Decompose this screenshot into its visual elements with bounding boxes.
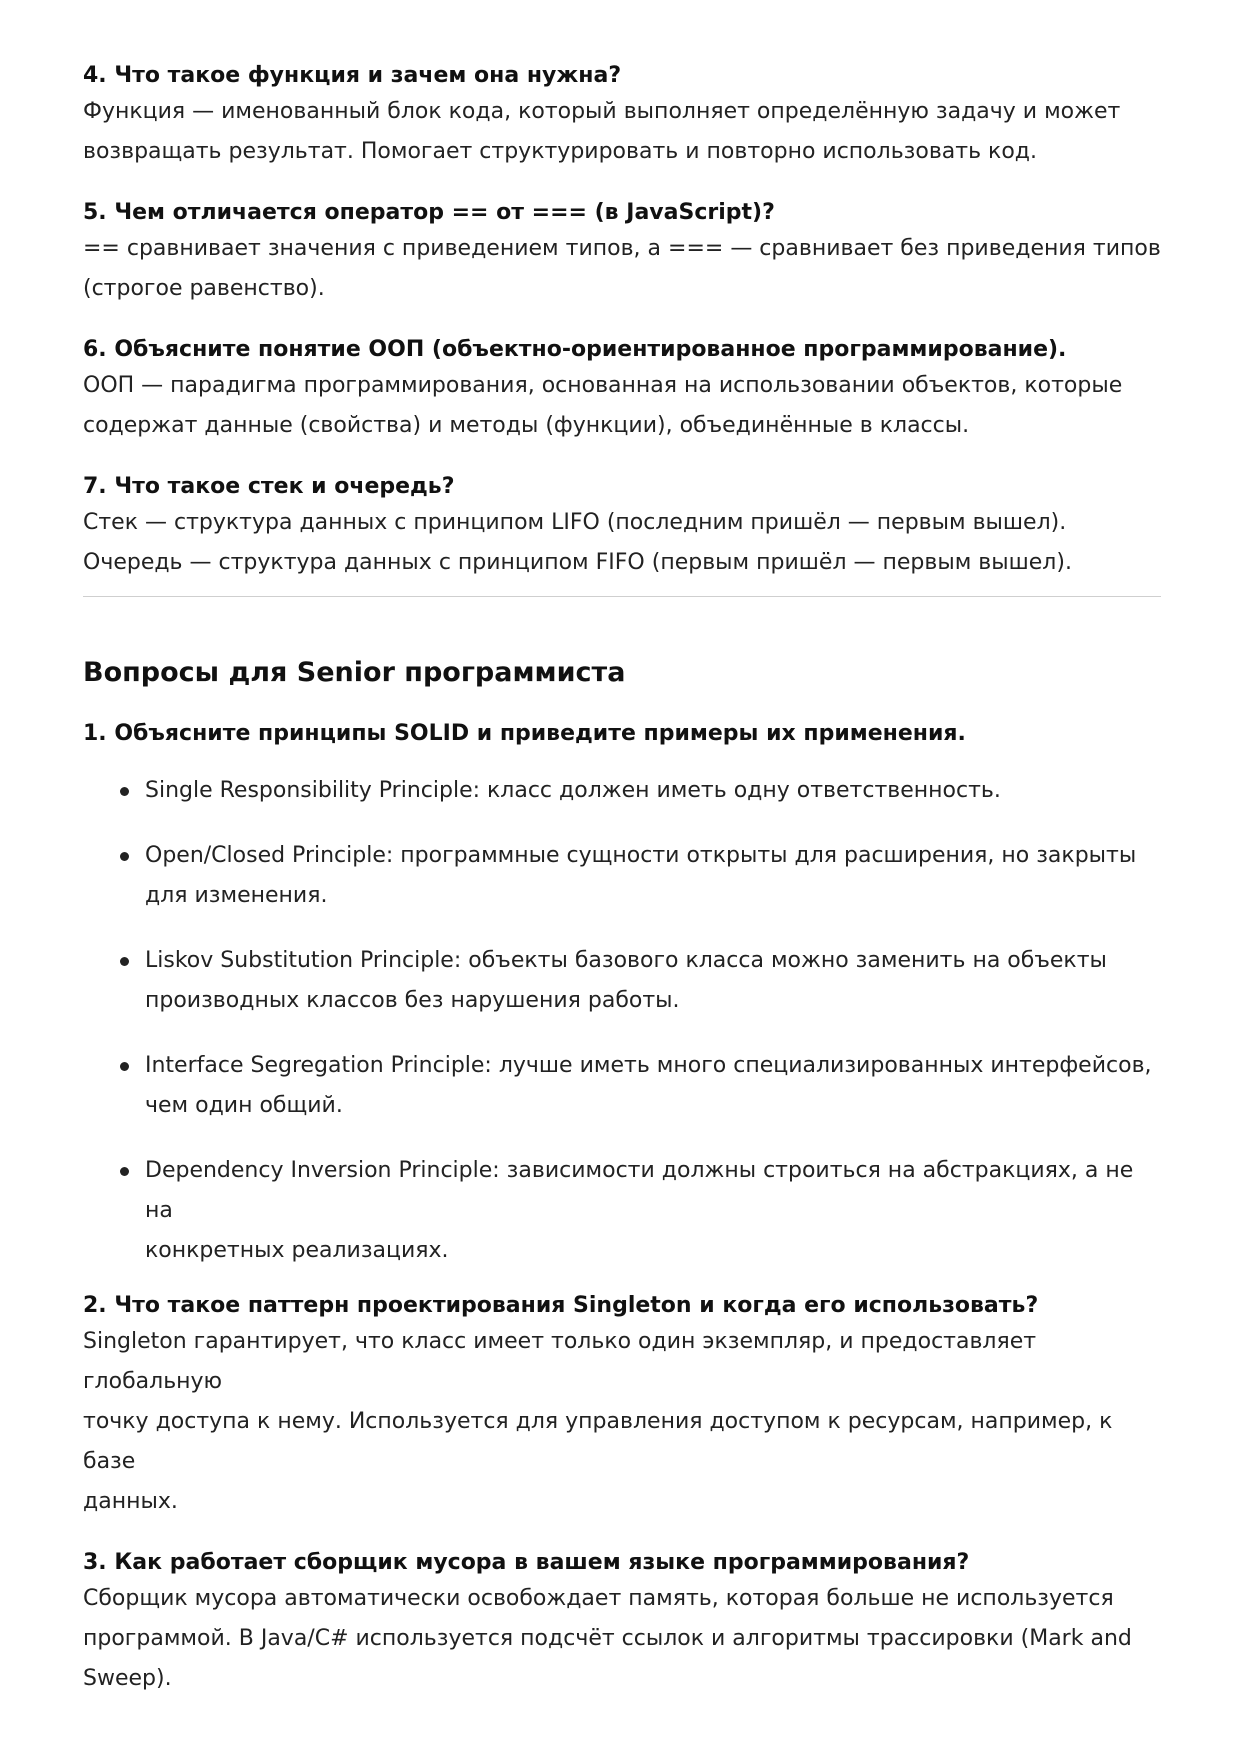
answer-line: Очередь — структура данных с принципом FIFO (первым пришёл — первым вышел).: [83, 550, 1072, 575]
qa-garbage-collector: [83, 1547, 1161, 1699]
bullet-icon: [120, 1167, 129, 1176]
bullet-icon: [120, 852, 129, 861]
answer-line: Sweep).: [83, 1666, 172, 1691]
answer-line: ООП — парадигма программирования, основанная на использовании объектов, которые: [83, 373, 1123, 398]
answer-text: [83, 366, 1161, 446]
list-item: [145, 1151, 1161, 1271]
list-item-line: чем один общий.: [145, 1093, 343, 1118]
answer-line: данных.: [83, 1489, 178, 1514]
list-item: [145, 1046, 1161, 1126]
question-heading: 2. Что такое паттерн проектирования Singleton и когда его использовать?: [83, 1293, 1039, 1318]
question-heading: 4. Что такое функция и зачем она нужна?: [83, 63, 622, 88]
answer-line: (строгое равенство).: [83, 276, 325, 301]
answer-text: [83, 503, 1161, 583]
list-item-line: конкретных реализациях.: [145, 1238, 449, 1263]
list-item-line: производных классов без нарушения работы.: [145, 988, 680, 1013]
qa-stack-queue: [83, 471, 1161, 583]
question-heading: 3. Как работает сборщик мусора в вашем языке программирования?: [83, 1550, 970, 1575]
question-heading: 7. Что такое стек и очередь?: [83, 474, 455, 499]
answer-text: [83, 229, 1161, 309]
answer-line: содержат данные (свойства) и методы (функции), объединённые в классы.: [83, 413, 970, 438]
answer-text: [83, 92, 1161, 172]
answer-line: == сравнивает значения с приведением типов, а === — сравнивает без приведения типов: [83, 236, 1161, 261]
list-item: [145, 941, 1161, 1021]
bullet-icon: [120, 787, 129, 796]
list-item-line: Single Responsibility Principle: класс должен иметь одну ответственность.: [145, 778, 1001, 803]
qa-function: [83, 60, 1161, 172]
list-item-line: Liskov Substitution Principle: объекты базового класса можно заменить на объекты: [145, 948, 1107, 973]
section-divider: [83, 596, 1161, 597]
solid-principles-list: [83, 771, 1161, 1271]
list-item-line: Interface Segregation Principle: лучше иметь много специализированных интерфейсов,: [145, 1053, 1152, 1078]
answer-line: Сборщик мусора автоматически освобождает память, которая больше не используется: [83, 1586, 1114, 1611]
answer-text: [83, 1579, 1161, 1699]
list-item: [145, 771, 1161, 811]
bullet-icon: [120, 957, 129, 966]
answer-line: Стек — структура данных с принципом LIFO (последним пришёл — первым вышел).: [83, 510, 1067, 535]
question-heading: 5. Чем отличается оператор == от === (в JavaScript)?: [83, 200, 775, 225]
answer-line: программой. В Java/C# используется подсчёт ссылок и алгоритмы трассировки (Mark and: [83, 1626, 1132, 1651]
section-title: Вопросы для Senior программиста: [83, 657, 626, 688]
list-item: [145, 836, 1161, 916]
answer-line: Singleton гарантирует, что класс имеет только один экземпляр, и предоставляет глобальную: [83, 1329, 1037, 1394]
answer-text: [83, 1322, 1161, 1522]
list-item-line: Dependency Inversion Principle: зависимости должны строиться на абстракциях, а не на: [145, 1158, 1134, 1223]
answer-line: Функция — именованный блок кода, который выполняет определённую задачу и может: [83, 99, 1121, 124]
list-item-line: Open/Closed Principle: программные сущности открыты для расширения, но закрыты: [145, 843, 1137, 868]
qa-singleton: [83, 1290, 1161, 1522]
answer-line: возвращать результат. Помогает структурировать и повторно использовать код.: [83, 139, 1038, 164]
question-heading: 6. Объясните понятие ООП (объектно-ориентированное программирование).: [83, 337, 1067, 362]
bullet-icon: [120, 1062, 129, 1071]
list-item-line: для изменения.: [145, 883, 328, 908]
qa-equality-operators: [83, 197, 1161, 309]
answer-line: точку доступа к нему. Используется для управления доступом к ресурсам, например, к базе: [83, 1409, 1113, 1474]
question-heading-solid: 1. Объясните принципы SOLID и приведите примеры их применения.: [83, 721, 966, 746]
qa-oop: [83, 334, 1161, 446]
